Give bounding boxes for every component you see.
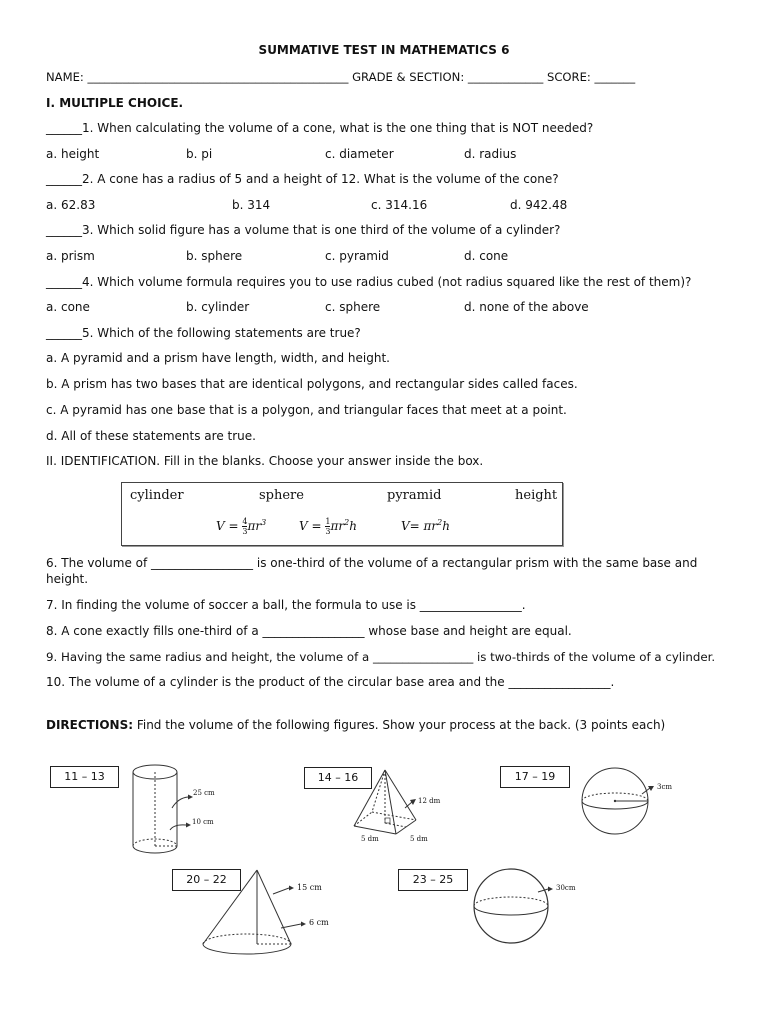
question-5: ______5. Which of the following statements are true? <box>46 326 361 340</box>
section2-heading: II. IDENTIFICATION. Fill in the blanks. Choose your answer inside the box. <box>46 454 484 468</box>
sphere-volume-formula: V = $\frac{4}{3}$ $\pi r^3$ <box>216 517 267 536</box>
cone-volume-formula: V = $\frac{1}{3}$ $\pi r^2h$ <box>299 517 357 536</box>
directions <box>46 717 665 733</box>
score-blank[interactable]: _______ <box>594 70 636 84</box>
box-word-pyramid: pyramid <box>387 488 442 503</box>
q3-choice-a: a. prism <box>46 249 95 263</box>
grade-blank[interactable]: _____________ <box>467 70 544 84</box>
question-3: ______3. Which solid figure has a volume that is one third of the volume of a cylinder? <box>46 223 561 237</box>
q4-choice-a: a. cone <box>46 300 90 314</box>
figure-label-sphere-small: 17 – 19 <box>500 766 570 788</box>
q1-choice-d: d. radius <box>464 147 517 161</box>
directions-label: DIRECTIONS: <box>46 718 134 732</box>
small-sphere-figure <box>580 764 680 844</box>
section1-heading: I. MULTIPLE CHOICE. <box>46 96 184 110</box>
pyramid-height-label: 12 dm <box>418 797 441 805</box>
cylinder-height-label: 25 cm <box>193 789 215 797</box>
figure-label-pyramid: 14 – 16 <box>304 767 372 789</box>
box-word-sphere: sphere <box>259 488 304 503</box>
box-word-height: height <box>515 488 558 503</box>
answer-box <box>121 482 563 546</box>
q2-choice-d: d. 942.48 <box>510 198 568 212</box>
figure-label-cone: 20 – 22 <box>172 869 241 891</box>
grade-label: GRADE & SECTION: <box>348 70 468 84</box>
q5-choice-a: a. A pyramid and a prism have length, width, and height. <box>46 351 390 365</box>
q4-choice-b: b. cylinder <box>186 300 250 314</box>
large-sphere-figure <box>470 868 570 948</box>
q2-choice-a: a. 62.83 <box>46 198 96 212</box>
cylinder-radius-label: 10 cm <box>192 818 214 826</box>
q4-choice-d: d. none of the above <box>464 300 589 314</box>
question-4: ______4. Which volume formula requires you to use radius cubed (not radius squared like the rest of them)? <box>46 275 692 289</box>
figure-label-cylinder: 11 – 13 <box>50 766 119 788</box>
question-10: 10. The volume of a cylinder is the product of the circular base area and the _________________. <box>46 675 615 689</box>
question-7: 7. In finding the volume of soccer a ball, the formula to use is _________________. <box>46 598 526 612</box>
q5-choice-b: b. A prism has two bases that are identical polygons, and rectangular sides called faces. <box>46 377 578 391</box>
q4-choice-c: c. sphere <box>325 300 381 314</box>
page-title: SUMMATIVE TEST IN MATHEMATICS 6 <box>258 43 510 57</box>
q5-choice-d: d. All of these statements are true. <box>46 429 256 443</box>
q3-choice-b: b. sphere <box>186 249 243 263</box>
q3-choice-d: d. cone <box>464 249 509 263</box>
q2-choice-b: b. 314 <box>232 198 271 212</box>
question-1: ______1. When calculating the volume of a cone, what is the one thing that is NOT needed? <box>46 121 594 135</box>
q3-choice-c: c. pyramid <box>325 249 389 263</box>
header-line <box>46 69 635 85</box>
q1-choice-a: a. height <box>46 147 100 161</box>
cone-height-label: 15 cm <box>297 883 322 892</box>
cylinder-volume-formula: $V= \pi r^2h$ <box>401 518 450 533</box>
q1-choice-b: b. pi <box>186 147 213 161</box>
question-9: 9. Having the same radius and height, the volume of a _________________ is two-thirds of the volume of a cylinder. <box>46 650 716 664</box>
box-word-cylinder: cylinder <box>130 488 184 503</box>
score-label: SCORE: <box>543 70 595 84</box>
large-sphere-radius-label: 30cm <box>556 884 576 892</box>
small-sphere-radius-label: 3cm <box>657 783 673 791</box>
name-blank[interactable]: _____________________________________________ <box>87 70 349 84</box>
q2-choice-c: c. 314.16 <box>371 198 428 212</box>
figure-label-sphere-large: 23 – 25 <box>398 869 468 891</box>
pyramid-base-b-label: 5 dm <box>410 835 428 843</box>
question-2: ______2. A cone has a radius of 5 and a height of 12. What is the volume of the cone? <box>46 172 559 186</box>
question-6: 6. The volume of _________________ is one-third of the volume of a rectangular prism with the same base and height. <box>46 556 698 586</box>
name-label: NAME: <box>46 70 88 84</box>
pyramid-base-a-label: 5 dm <box>361 835 379 843</box>
cylinder-figure <box>128 760 258 860</box>
cone-radius-label: 6 cm <box>309 918 329 927</box>
q1-choice-c: c. diameter <box>325 147 394 161</box>
question-8: 8. A cone exactly fills one-third of a _________________ whose base and height are equal. <box>46 624 572 638</box>
directions-text: Find the volume of the following figures. Show your process at the back. (3 points each) <box>133 718 666 732</box>
q5-choice-c: c. A pyramid has one base that is a polygon, and triangular faces that meet at a point. <box>46 403 567 417</box>
